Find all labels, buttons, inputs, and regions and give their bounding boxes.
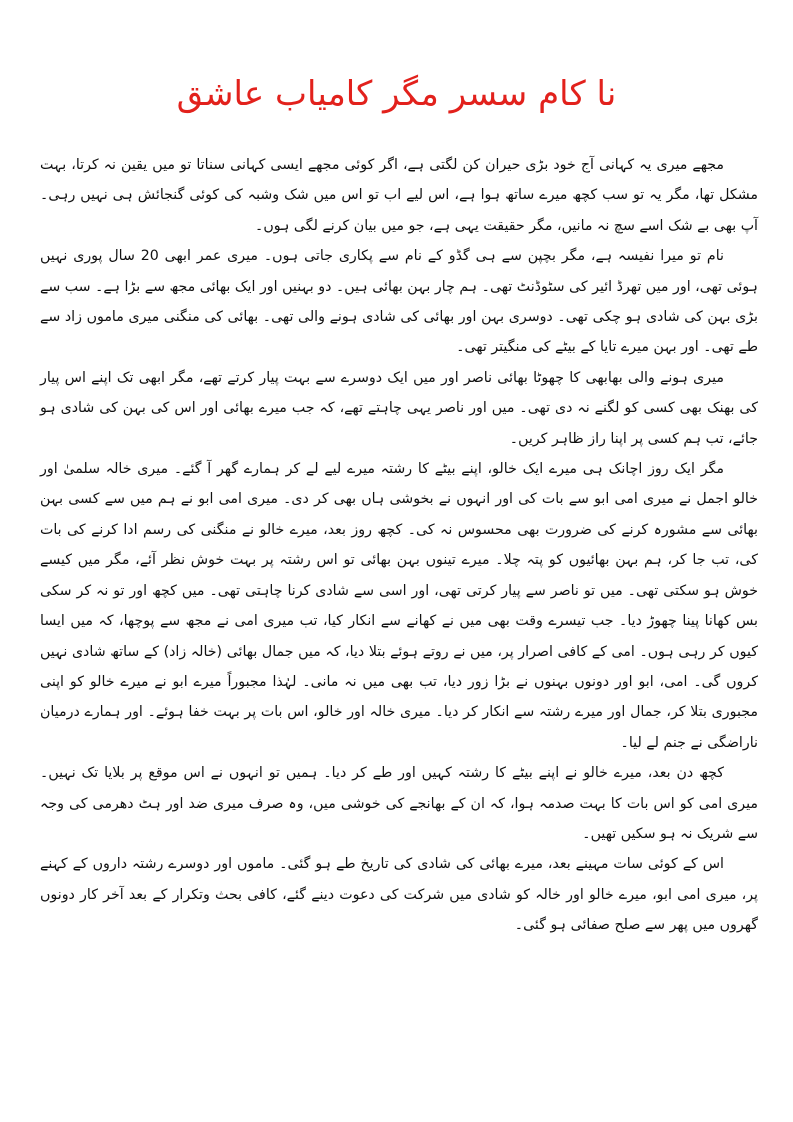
story-body bbox=[40, 150, 758, 941]
paragraph: نام تو میرا نفیسہ ہے، مگر بچپن سے ہی گڈو کے نام سے پکاری جاتی ہوں۔ میری عمر ابھی 20 سال پوری نہیں ہوئی تھی، اور میں تھرڈ ائیر کی سٹوڈنٹ تھی۔ ہم چار بہن بھائی ہیں۔ دو بہنیں اور ایک بھائی مجھ سے بڑا ہے۔ سب سے بڑی بہن کی شادی ہو چکی تھی۔ دوسری بہن اور بھائی کی شادی ہونے والی تھی۔ بھائی کی منگنی میری ماموں زاد سے طے تھی۔ اور بہن میرے تایا کے بیٹے کی منگیتر تھی۔ bbox=[40, 248, 758, 356]
story-title: نا کام سسر مگر کامیاب عاشق bbox=[176, 74, 617, 114]
paragraph: کچھ دن بعد، میرے خالو نے اپنے بیٹے کا رشتہ کہیں اور طے کر دیا۔ ہمیں تو انہوں نے اس موقع پر بلایا تک نہیں۔ میری امی کو اس بات کا بہت صدمہ ہوا، کہ ان کے بھانجے کی خوشی میں، وہ صرف میری ضد اور ہٹ دھرمی کی وجہ سے شریک نہ ہو سکیں تھیں۔ bbox=[40, 765, 758, 842]
paragraph: اس کے کوئی سات مہینے بعد، میرے بھائی کی شادی کی تاریخ طے ہو گئی۔ ماموں اور دوسرے رشتہ داروں کے کہنے پر، میری امی ابو، میرے خالو اور خالہ کو شادی میں شرکت کی دعوت دینے گئے، کافی بحث وتکرار کے بعد آخر کار دونوں گھروں میں پھر سے صلح صفائی ہو گئی۔ bbox=[40, 856, 758, 934]
paragraph: میری ہونے والی بھابھی کا چھوٹا بھائی ناصر اور میں ایک دوسرے سے بہت پیار کرتے تھے، مگر ابھی تک اپنے اس پیار کی بھنک بھی کسی کو لگنے نہ دی تھی۔ میں اور ناصر یہی چاہتے تھے، کہ جب میرے بھائی اور اس کی بہن کی شادی ہو جائے، تب ہم کسی پر اپنا راز ظاہر کریں۔ bbox=[40, 369, 758, 447]
paragraph: مجھے میری یہ کہانی آج خود بڑی حیران کن لگتی ہے، اگر کوئی مجھے ایسی کہانی سناتا تو میں یقین نہ کرتا، بہت مشکل تھا، مگر یہ تو سب کچھ میرے ساتھ ہوا ہے، اس لیے اب تو اس میں شک وشبہ کی کوئی گنجائش ہی نہیں رہی۔ آپ بھی بے شک اسے سچ نہ مانیں، مگر حقیقت یہی ہے، جو میں بیان کرنے لگی ہوں۔ bbox=[40, 157, 758, 234]
paragraph: مگر ایک روز اچانک ہی میرے ایک خالو، اپنے بیٹے کا رشتہ میرے لیے لے کر ہمارے گھر آ گئے۔ میری خالہ سلمیٰ اور خالو اجمل نے میری امی ابو سے بات کی اور انہوں نے بخوشی ہاں بھی کر دی۔ میری امی ابو نے ہم میں سے کسی بہن بھائی سے مشورہ کرنے کی ضرورت بھی محسوس نہ کی۔ کچھ روز بعد، میرے خالو نے منگنی کی رسم ادا کرنے کی بات کی، تب جا کر، ہم بہن بھائیوں کو پتہ چلا۔ میرے تینوں بہن بھائی تو اس رشتہ پر بہت خوش نظر آئے، مگر میں کیسے خوش ہو سکتی تھی۔ میں تو ناصر سے پیار کرتی تھی، اور اسی سے شادی کرنا چاہتی تھی۔ میں کچھ اور تو نہ کر سکی بس کھانا پینا چھوڑ دیا۔ جب تیسرے وقت بھی میں نے کھانے سے انکار کیا، تب میری امی نے مجھ سے پوچھا، کہ میں ایسا کیوں کر رہی ہوں۔ امی کے کافی اصرار پر، میں نے روتے ہوئے بتلا دیا، کہ میں جمال بھائی (خالہ زاد) کے ساتھ شادی نہیں کروں گی۔ امی، ابو اور دونوں بہنوں نے بڑا زور دیا، تب بھی میں نہ مانی۔ لہٰذا مجبوراً میرے ابو نے میرے خالو کو اپنی مجبوری بتلا کر، جمال اور میرے رشتہ سے انکار کر دیا۔ میری خالہ اور خالو، اس بات پر بہت خفا ہوئے۔ اور ہمارے درمیان ناراضگی نے جنم لے لیا۔ bbox=[40, 461, 758, 751]
